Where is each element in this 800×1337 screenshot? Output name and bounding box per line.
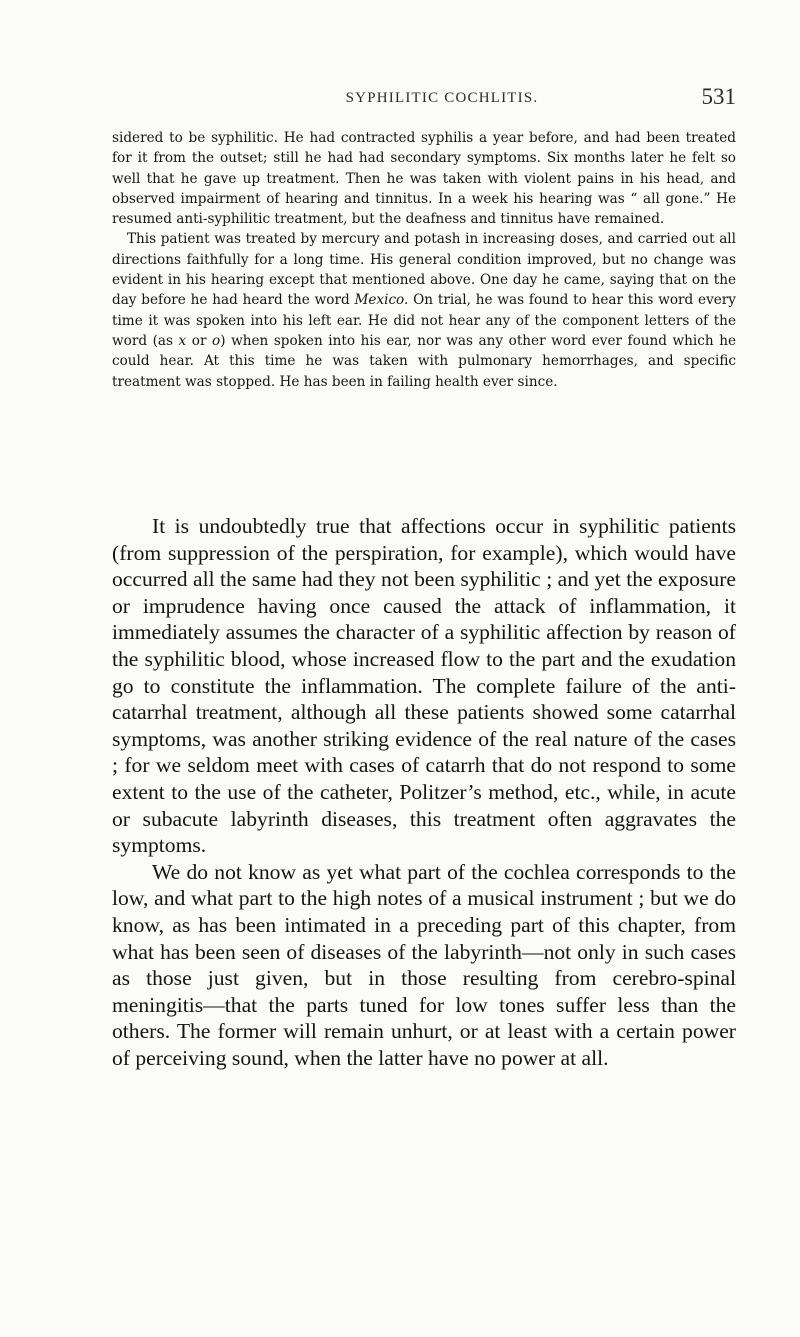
- body-paragraph: It is undoubtedly true that affections occur in syphilitic patients (from suppression of the perspiration, for example), which would have occurred all the same had they not been syphilitic ; and yet the exposure or imprudence having once caused the attack of inflammation, it immediately assumes the character of a syphilitic affection by reason of the syphilitic blood, whose increased flow to the part and the exudation go to constitute the inflammation. The complete failure of the anti-catarrhal treatment, although all these patients showed some catarrhal symptoms, was another striking evidence of the real nature of the cases ; for we seldom meet with cases of catarrh that do not respond to some extent to the use of the catheter, Politzer’s method, etc., while, in acute or subacute labyrinth diseases, this treatment often aggravates the symptoms.: [112, 514, 736, 858]
- body-paragraph: We do not know as yet what part of the cochlea corresponds to the low, and what part to the high notes of a musical instrument ; but we do know, as has been intimated in a preceding part of this chapter, from what has been seen of diseases of the labyrinth—not only in such cases as those just given, but in those resulting from cerebro-spinal meningitis—that the parts tuned for low tones suffer less than the others. The former will remain unhurt, or at least with a certain power of perceiving sound, when the latter have no power at all.: [112, 859, 736, 1070]
- italic-word: Mexico.: [354, 292, 409, 309]
- case-paragraph: sidered to be syphilitic. He had contracted syphilis a year before, and had been treated for it from the outset; still he had had secondary symptoms. Six months later he felt so well that he gave up treatment. Then he was taken with violent pains in his head, and observed impairment of hearing and tinnitus. In a week his hearing was “ all gone.” He resumed anti-syphilitic treatment, but the deafness and tinnitus have remained.: [112, 130, 736, 228]
- text-run: ) when spoken into his ear, nor was any other word ever found which he could hear. At this time he was taken with pulmonary hemorrhages, and specific treatment was stopped. He has been in failing health ever since.: [112, 332, 737, 390]
- page-number: 531: [701, 84, 736, 109]
- italic-letter: o: [212, 332, 221, 349]
- body-text: [112, 513, 736, 1071]
- case-report: [112, 128, 736, 392]
- italic-letter: x: [178, 332, 187, 349]
- text-run: On trial, he was found to hear this word every time it was spoken into his left ear. He did not hear any of the component letters of the word (as: [112, 292, 736, 349]
- running-title: SYPHILITIC COCHLITIS.: [345, 90, 539, 106]
- case-paragraph: [112, 229, 736, 391]
- text-run: This patient was treated by mercury and potash in increasing doses, and carried out all directions faithfully for a long time. His general condition improved, but no change was evident in his hearing except that mentioned above. One day he came, saying that on the day before he had heard the word: [112, 231, 736, 309]
- running-head: [148, 84, 736, 114]
- text-run: or: [186, 332, 213, 349]
